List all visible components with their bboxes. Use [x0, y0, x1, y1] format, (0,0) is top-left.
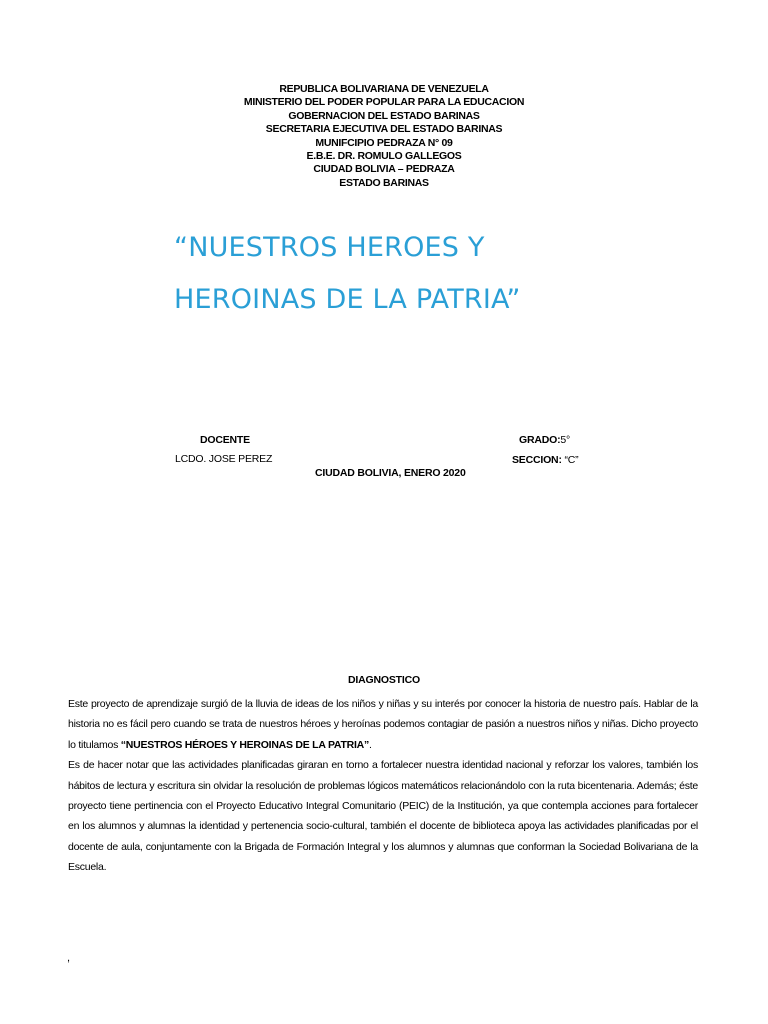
seccion-label: SECCION:: [512, 454, 562, 466]
grado-field: [519, 434, 570, 446]
project-title-line-1: “NUESTROS HEROES Y: [174, 232, 485, 263]
docente-label: DOCENTE: [200, 434, 250, 446]
header-line-secretariat: SECRETARIA EJECUTIVA DEL ESTADO BARINAS: [265, 123, 503, 136]
header-line-ministry: MINISTERIO DEL PODER POPULAR PARA LA EDUCACION: [243, 96, 525, 109]
place-date: CIUDAD BOLIVIA, ENERO 2020: [315, 467, 466, 479]
docente-name: LCDO. JOSE PEREZ: [175, 453, 273, 465]
diagnostico-p1-text: Este proyecto de aprendizaje surgió de la lluvia de ideas de los niños y niñas y su interés por conocer la historia de nuestro país. Hablar de la historia no es fácil pero cuando se trata de nuestros héroes y heroínas podemos contagiar de pasión a nuestros niños y niñas. Dicho proyecto lo titulamos: [68, 698, 698, 751]
header-line-school: E.B.E. DR. ROMULO GALLEGOS: [306, 150, 462, 163]
project-title-line-2: HEROINAS DE LA PATRIA”: [174, 284, 521, 315]
project-title: [174, 222, 734, 326]
diagnostico-paragraph-2: Es de hacer notar que las actividades planificadas giraran en torno a fortalecer nuestra identidad nacional y reforzar los valores, también los hábitos de lectura y escritura sin olvidar la resolución de problemas lógicos matemáticos relacionándolo con la ruta bicentenaria. Además; éste proyecto tiene pertinencia con el Proyecto Educativo Integral Comunitario (PEIC) de la Institución, ya que contempla acciones para fortalecer en los alumnos y alumnas la identidad y pertenencia socio-cultural, también el docente de biblioteca apoya las actividades planificadas por el docente de aula, conjuntamente con la Brigada de Formación Integral y los alumnos y alumnas que conforman la Sociedad Bolivariana de la Escuela.: [68, 759, 698, 874]
grado-value: 5°: [560, 434, 571, 446]
diagnostico-p1-end: .: [368, 738, 372, 751]
header-line-government: GOBERNACION DEL ESTADO BARINAS: [288, 109, 480, 122]
header-line-state: ESTADO BARINAS: [339, 176, 429, 189]
diagnostico-body: [68, 694, 698, 878]
diagnostico-p1-title: “NUESTROS HÉROES Y HEROINAS DE LA PATRIA”: [120, 738, 369, 751]
seccion-value: “C”: [564, 454, 579, 466]
footer-mark: ,: [67, 952, 71, 964]
seccion-field: [512, 454, 578, 466]
header-line-municipality: MUNIFCIPIO PEDRAZA N° 09: [315, 136, 453, 149]
institution-header: [0, 83, 768, 190]
diagnostico-paragraph-1: [68, 694, 698, 755]
header-line-city: CIUDAD BOLIVIA – PEDRAZA: [313, 163, 455, 176]
grado-label: GRADO:: [519, 434, 561, 446]
diagnostico-heading: DIAGNOSTICO: [348, 674, 420, 686]
header-line-republic: REPUBLICA BOLIVARIANA DE VENEZUELA: [279, 83, 489, 95]
